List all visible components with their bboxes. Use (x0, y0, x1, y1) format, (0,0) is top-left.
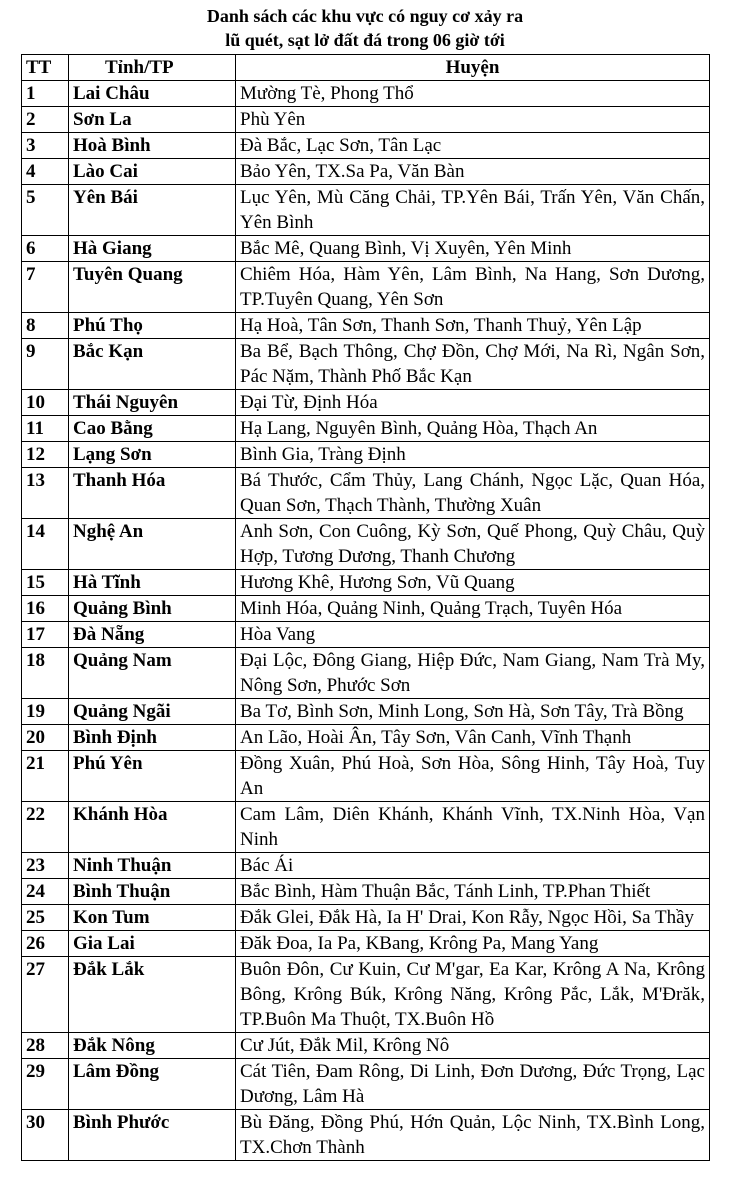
row-province: Yên Bái (69, 185, 236, 236)
table-row (22, 879, 710, 905)
row-districts: Mường Tè, Phong Thổ (236, 81, 710, 107)
table-row (22, 107, 710, 133)
row-province: Phú Yên (69, 751, 236, 802)
table-row (22, 802, 710, 853)
header-district: Huyện (236, 55, 710, 81)
row-number: 1 (22, 81, 69, 107)
row-districts: Ba Bể, Bạch Thông, Chợ Đồn, Chợ Mới, Na Rì, Ngân Sơn, Pác Nặm, Thành Phố Bắc Kạn (236, 339, 710, 390)
table-body (22, 81, 710, 1161)
table-row (22, 570, 710, 596)
row-districts: Buôn Đôn, Cư Kuin, Cư M'gar, Ea Kar, Krông A Na, Krông Bông, Krông Búk, Krông Năng, Krông Pắc, Lắk, M'Đrăk, TP.Buôn Ma Thuột, TX.Buôn Hồ (236, 957, 710, 1033)
row-province: Sơn La (69, 107, 236, 133)
row-number: 9 (22, 339, 69, 390)
row-province: Khánh Hòa (69, 802, 236, 853)
row-districts: Hạ Hoà, Tân Sơn, Thanh Sơn, Thanh Thuỷ, Yên Lập (236, 313, 710, 339)
table-row (22, 751, 710, 802)
row-province: Hà Giang (69, 236, 236, 262)
row-number: 10 (22, 390, 69, 416)
row-districts: Đăk Đoa, Ia Pa, KBang, Krông Pa, Mang Yang (236, 931, 710, 957)
row-number: 13 (22, 468, 69, 519)
row-number: 27 (22, 957, 69, 1033)
row-number: 16 (22, 596, 69, 622)
table-row (22, 1033, 710, 1059)
table-row (22, 1110, 710, 1161)
row-number: 2 (22, 107, 69, 133)
table-row (22, 468, 710, 519)
title-line-1: Danh sách các khu vực có nguy cơ xảy ra (206, 6, 524, 26)
row-districts: Hạ Lang, Nguyên Bình, Quảng Hòa, Thạch An (236, 416, 710, 442)
row-number: 30 (22, 1110, 69, 1161)
table-row (22, 931, 710, 957)
table-row (22, 596, 710, 622)
row-number: 24 (22, 879, 69, 905)
row-province: Hoà Bình (69, 133, 236, 159)
table-row (22, 185, 710, 236)
row-districts: Phù Yên (236, 107, 710, 133)
row-province: Thái Nguyên (69, 390, 236, 416)
row-districts: Bắc Bình, Hàm Thuận Bắc, Tánh Linh, TP.Phan Thiết (236, 879, 710, 905)
table-row (22, 339, 710, 390)
table-row (22, 159, 710, 185)
row-number: 11 (22, 416, 69, 442)
row-number: 12 (22, 442, 69, 468)
row-districts: Đại Từ, Định Hóa (236, 390, 710, 416)
row-districts: Bá Thước, Cẩm Thủy, Lang Chánh, Ngọc Lặc, Quan Hóa, Quan Sơn, Thạch Thành, Thường Xuân (236, 468, 710, 519)
row-districts: Anh Sơn, Con Cuông, Kỳ Sơn, Quế Phong, Quỳ Châu, Quỳ Hợp, Tương Dương, Thanh Chương (236, 519, 710, 570)
table-row (22, 133, 710, 159)
row-districts: Hòa Vang (236, 622, 710, 648)
row-districts: Bảo Yên, TX.Sa Pa, Văn Bàn (236, 159, 710, 185)
table-row (22, 699, 710, 725)
row-number: 22 (22, 802, 69, 853)
row-districts: Bắc Mê, Quang Bình, Vị Xuyên, Yên Minh (236, 236, 710, 262)
row-number: 15 (22, 570, 69, 596)
row-number: 14 (22, 519, 69, 570)
row-districts: Đại Lộc, Đông Giang, Hiệp Đức, Nam Giang, Nam Trà My, Nông Sơn, Phước Sơn (236, 648, 710, 699)
row-number: 25 (22, 905, 69, 931)
row-number: 6 (22, 236, 69, 262)
row-number: 23 (22, 853, 69, 879)
row-province: Đà Nẵng (69, 622, 236, 648)
row-number: 3 (22, 133, 69, 159)
row-districts: Cư Jút, Đắk Mil, Krông Nô (236, 1033, 710, 1059)
row-province: Quảng Bình (69, 596, 236, 622)
row-number: 29 (22, 1059, 69, 1110)
table-row (22, 416, 710, 442)
table-row (22, 313, 710, 339)
table-row (22, 519, 710, 570)
table-row (22, 236, 710, 262)
table-row (22, 957, 710, 1033)
title-line-2: lũ quét, sạt lở đất đá trong 06 giờ tới (225, 30, 505, 50)
row-province: Tuyên Quang (69, 262, 236, 313)
row-province: Lạng Sơn (69, 442, 236, 468)
row-province: Thanh Hóa (69, 468, 236, 519)
row-province: Nghệ An (69, 519, 236, 570)
row-number: 21 (22, 751, 69, 802)
row-province: Quảng Nam (69, 648, 236, 699)
row-districts: An Lão, Hoài Ân, Tây Sơn, Vân Canh, Vĩnh Thạnh (236, 725, 710, 751)
row-districts: Cam Lâm, Diên Khánh, Khánh Vĩnh, TX.Ninh Hòa, Vạn Ninh (236, 802, 710, 853)
row-districts: Bình Gia, Tràng Định (236, 442, 710, 468)
row-province: Kon Tum (69, 905, 236, 931)
table-row (22, 390, 710, 416)
table-row (22, 81, 710, 107)
risk-area-table (21, 54, 710, 1161)
header-tt: TT (22, 55, 69, 81)
document-title (0, 4, 730, 52)
row-districts: Cát Tiên, Đam Rông, Di Linh, Đơn Dương, Đức Trọng, Lạc Dương, Lâm Hà (236, 1059, 710, 1110)
row-number: 18 (22, 648, 69, 699)
table-row (22, 622, 710, 648)
row-province: Bắc Kạn (69, 339, 236, 390)
table-row (22, 725, 710, 751)
row-number: 4 (22, 159, 69, 185)
row-province: Bình Định (69, 725, 236, 751)
row-districts: Chiêm Hóa, Hàm Yên, Lâm Bình, Na Hang, Sơn Dương, TP.Tuyên Quang, Yên Sơn (236, 262, 710, 313)
row-districts: Lục Yên, Mù Căng Chải, TP.Yên Bái, Trấn Yên, Văn Chấn, Yên Bình (236, 185, 710, 236)
row-number: 5 (22, 185, 69, 236)
row-number: 19 (22, 699, 69, 725)
table-row (22, 1059, 710, 1110)
row-number: 28 (22, 1033, 69, 1059)
row-number: 17 (22, 622, 69, 648)
row-number: 26 (22, 931, 69, 957)
table-row (22, 905, 710, 931)
header-province: Tỉnh/TP (69, 55, 236, 81)
row-districts: Ba Tơ, Bình Sơn, Minh Long, Sơn Hà, Sơn Tây, Trà Bồng (236, 699, 710, 725)
table-row (22, 262, 710, 313)
table-row (22, 853, 710, 879)
row-province: Phú Thọ (69, 313, 236, 339)
table-row (22, 648, 710, 699)
row-districts: Minh Hóa, Quảng Ninh, Quảng Trạch, Tuyên Hóa (236, 596, 710, 622)
row-province: Lào Cai (69, 159, 236, 185)
row-districts: Đà Bắc, Lạc Sơn, Tân Lạc (236, 133, 710, 159)
row-number: 7 (22, 262, 69, 313)
row-number: 20 (22, 725, 69, 751)
row-province: Lâm Đồng (69, 1059, 236, 1110)
table-header-row (22, 55, 710, 81)
row-province: Bình Thuận (69, 879, 236, 905)
row-districts: Đắk Glei, Đắk Hà, Ia H' Drai, Kon Rẫy, Ngọc Hồi, Sa Thầy (236, 905, 710, 931)
row-province: Cao Bằng (69, 416, 236, 442)
row-province: Đắk Nông (69, 1033, 236, 1059)
row-number: 8 (22, 313, 69, 339)
row-province: Gia Lai (69, 931, 236, 957)
row-province: Lai Châu (69, 81, 236, 107)
row-province: Quảng Ngãi (69, 699, 236, 725)
table-row (22, 442, 710, 468)
row-districts: Hương Khê, Hương Sơn, Vũ Quang (236, 570, 710, 596)
row-districts: Bù Đăng, Đồng Phú, Hớn Quản, Lộc Ninh, TX.Bình Long, TX.Chơn Thành (236, 1110, 710, 1161)
row-province: Đắk Lắk (69, 957, 236, 1033)
row-province: Bình Phước (69, 1110, 236, 1161)
row-province: Hà Tĩnh (69, 570, 236, 596)
row-districts: Đồng Xuân, Phú Hoà, Sơn Hòa, Sông Hinh, Tây Hoà, Tuy An (236, 751, 710, 802)
row-province: Ninh Thuận (69, 853, 236, 879)
row-districts: Bác Ái (236, 853, 710, 879)
